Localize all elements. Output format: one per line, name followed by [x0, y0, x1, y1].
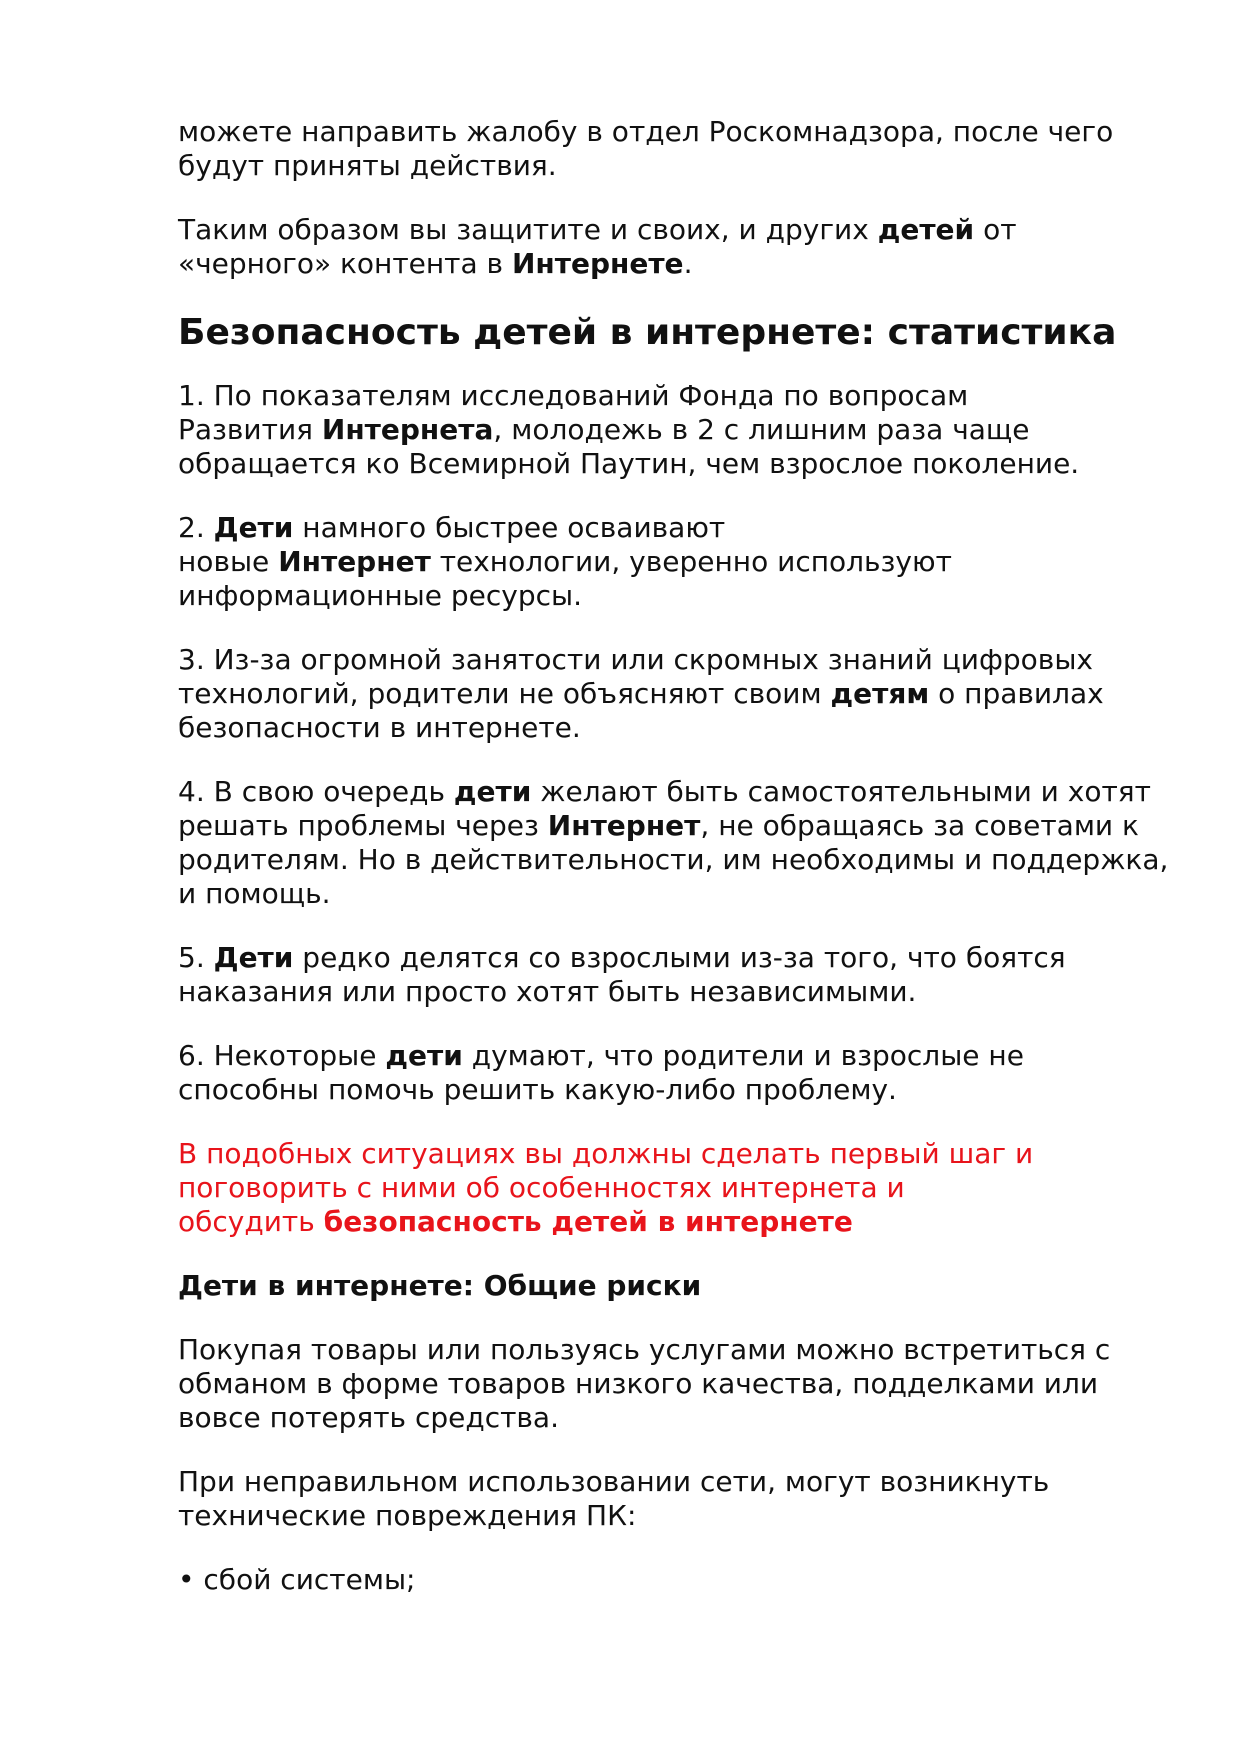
text: Таким образом вы защитите и своих, и других — [178, 213, 878, 246]
bold-text: дети — [453, 775, 532, 808]
text: обманом в форме товаров низкого качества, подделками или — [178, 1367, 1099, 1400]
bold-text: Дети — [213, 941, 294, 974]
text: технологии, уверенно используют — [430, 545, 952, 578]
stat-item-3 — [178, 643, 1178, 745]
text: безопасности в интернете. — [178, 711, 581, 744]
heading-risks: Дети в интернете: Общие риски — [178, 1269, 702, 1302]
bold-text: Интернете — [511, 247, 684, 280]
text: , не обращаясь за советами к — [700, 809, 1139, 842]
text: о правилах — [929, 677, 1104, 710]
text: поговорить с ними об особенностях интернета и — [178, 1171, 905, 1204]
text: от — [974, 213, 1017, 246]
text: думают, что родители и взрослые не — [462, 1039, 1024, 1072]
text: 5. — [178, 941, 214, 974]
heading-statistics: Безопасность детей в интернете: статистика — [178, 312, 1117, 353]
text: вовсе потерять средства. — [178, 1401, 559, 1434]
text: «черного» контента в — [178, 247, 512, 280]
stat-item-5 — [178, 941, 1178, 1009]
text: Покупая товары или пользуясь услугами можно встретиться с — [178, 1333, 1111, 1366]
bold-text: безопасность детей в интернете — [323, 1205, 853, 1238]
text: родителям. Но в действительности, им необходимы и поддержка, — [178, 843, 1169, 876]
text: При неправильном использовании сети, могут возникнуть — [178, 1465, 1050, 1498]
text: 4. В свою очередь — [178, 775, 454, 808]
bold-text: Дети — [213, 511, 294, 544]
paragraph-damage — [178, 1465, 1178, 1533]
bold-text: дети — [385, 1039, 463, 1072]
stat-item-6 — [178, 1039, 1178, 1107]
text: можете направить жалобу в отдел Роскомнадзора, после чего — [178, 115, 1114, 148]
stat-item-2 — [178, 511, 1178, 613]
text: , молодежь в 2 с лишним раза чаще — [493, 413, 1030, 446]
text: В подобных ситуациях вы должны сделать первый шаг и — [178, 1137, 1034, 1170]
text: редко делятся со взрослыми из-за того, что боятся — [293, 941, 1066, 974]
text: 6. Некоторые — [178, 1039, 386, 1072]
text: новые — [178, 545, 279, 578]
text: намного быстрее осваивают — [293, 511, 726, 544]
text: желают быть самостоятельными и хотят — [531, 775, 1151, 808]
text: 1. По показателям исследований Фонда по вопросам — [178, 379, 969, 412]
text: технические повреждения ПК: — [178, 1499, 637, 1532]
text: решать проблемы через — [178, 809, 548, 842]
text: обсудить — [178, 1205, 324, 1238]
bold-text: Интернета — [321, 413, 494, 446]
text: и помощь. — [178, 877, 331, 910]
paragraph-protect — [178, 213, 1178, 281]
text: 3. Из-за огромной занятости или скромных знаний цифровых — [178, 643, 1093, 676]
text: 2. — [178, 511, 214, 544]
bold-text: Интернет — [278, 545, 431, 578]
text: технологий, родители не объясняют своим — [178, 677, 831, 710]
stat-item-4 — [178, 775, 1178, 911]
text: Развития — [178, 413, 322, 446]
bold-text: Интернет — [547, 809, 701, 842]
bold-text: детям — [830, 677, 930, 710]
text: обращается ко Всемирной Паутин, чем взрослое поколение. — [178, 447, 1080, 480]
callout-paragraph — [178, 1137, 1178, 1239]
text: информационные ресурсы. — [178, 579, 583, 612]
text: будут приняты действия. — [178, 149, 557, 182]
text: способны помочь решить какую-либо проблему. — [178, 1073, 897, 1106]
text: . — [683, 247, 693, 280]
stat-item-1 — [178, 379, 1178, 481]
bold-text: детей — [877, 213, 975, 246]
paragraph-shopping — [178, 1333, 1178, 1435]
text: наказания или просто хотят быть независимыми. — [178, 975, 917, 1008]
document-page — [178, 115, 1178, 1597]
list-item: • сбой системы; — [178, 1563, 416, 1596]
paragraph-intro — [178, 115, 1178, 183]
